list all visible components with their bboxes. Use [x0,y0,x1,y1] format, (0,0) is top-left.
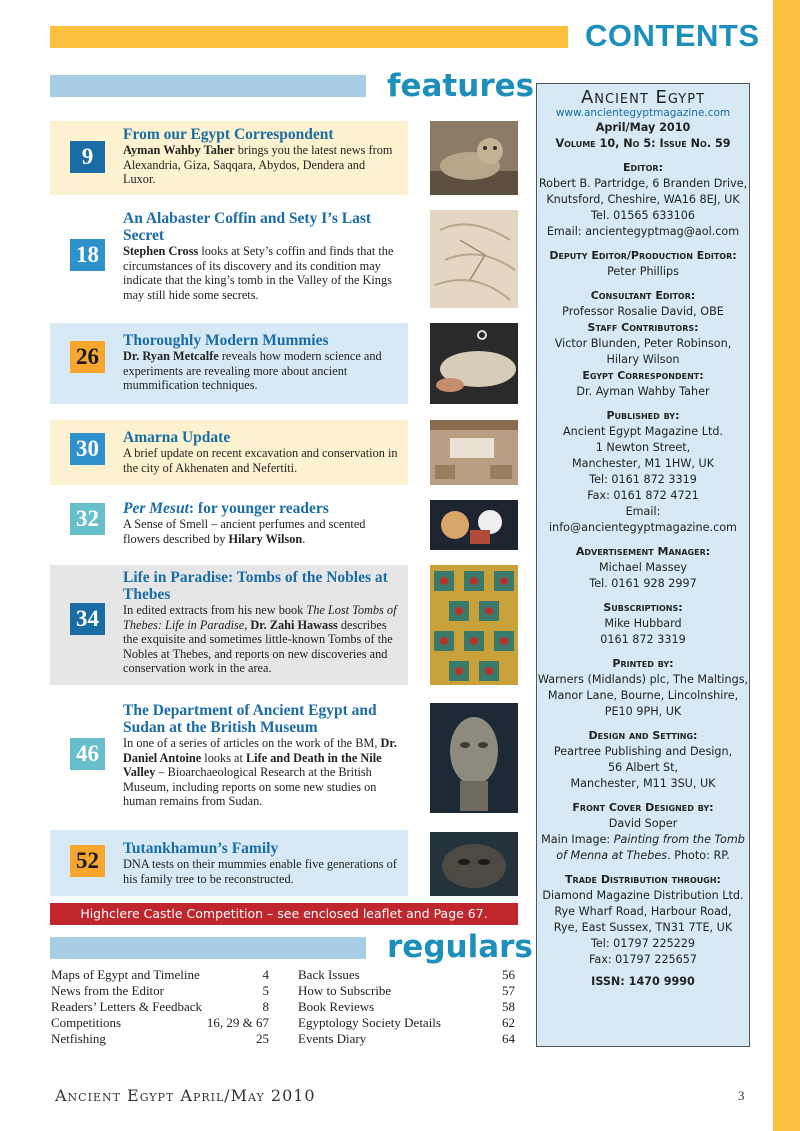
credit-heading: Staff Contributors: [587,321,699,334]
credit-heading: Egypt Correspondent: [582,369,704,382]
credit-heading: Published by: [606,409,680,422]
credit-line: Manchester, M11 3SU, UK [570,777,716,790]
credit-line: Hilary Wilson [606,353,680,366]
credit-line: Tel. 01565 633106 [591,209,695,222]
credit-line: Diamond Magazine Distribution Ltd. [542,889,744,902]
list-item[interactable]: Back Issues 56 [298,967,515,982]
feature-title[interactable]: The Department of Ancient Egypt and Sudan at the British Museum [123,702,377,736]
list-item[interactable]: Competitions 16, 29 & 67 [51,1015,269,1030]
feature-description: Ayman Wahby Taher brings you the latest news from Alexandria, Giza, Saqqara, Abydos, Dendera and Luxor. [123,143,393,186]
feature-item[interactable] [50,497,408,552]
alabaster-coffin-thumbnail[interactable] [430,210,518,308]
feature-page-number: 18 [70,239,105,271]
feature-item[interactable] [50,206,408,314]
credit-line[interactable]: Email: ancientegyptmag@aol.com [546,225,740,238]
masthead-sidebar [536,83,750,1047]
feature-title[interactable]: Life in Paradise: Tombs of the Nobles at Thebes [123,569,388,603]
credit-line: Warners (Midlands) plc, The Maltings, [537,673,749,686]
credit-heading: Editor: [623,161,663,174]
credit-line: Rye Wharf Road, Harbour Road, [554,905,732,918]
credit-line: 56 Albert St, [607,761,679,774]
competition-banner[interactable]: Highclere Castle Competition – see enclosed leaflet and Page 67. [50,903,518,925]
credit-heading: Printed by: [612,657,674,670]
tutankhamun-mummy-thumbnail[interactable] [430,832,518,896]
feature-title[interactable]: An Alabaster Coffin and Sety I’s Last Secret [123,210,372,244]
features-heading: features [387,68,535,104]
list-item[interactable]: How to Subscribe 57 [298,983,515,998]
credit-line: Professor Rosalie David, OBE [562,305,724,318]
sidebar-magazine-name: Ancient Egypt [580,87,706,108]
credit-heading: Design and Setting: [588,729,698,742]
feature-item[interactable] [50,830,408,896]
feature-description: DNA tests on their mummies enable five generations of his family tree to be reconstructed. [123,857,397,886]
list-item[interactable]: Book Reviews 58 [298,999,515,1014]
credit-line: Fax: 0161 872 4721 [587,489,699,502]
top-accent-bar [50,26,568,48]
regulars-heading: regulars [387,929,533,965]
credit-line: Email: [625,505,661,518]
list-item[interactable]: Maps of Egypt and Timeline 4 [51,967,269,982]
page-number: 3 [738,1088,745,1103]
credit-heading: Consultant Editor: [590,289,696,302]
list-item[interactable]: Netfishing 25 [51,1031,269,1046]
feature-page-number: 26 [70,341,105,373]
credit-line: Ancient Egypt Magazine Ltd. [562,425,723,438]
credit-heading: Deputy Editor/Production Editor: [549,249,737,262]
page-title: CONTENTS [585,18,760,53]
credit-line: Tel: 01797 225229 [590,937,696,950]
feature-page-number: 46 [70,738,105,770]
feature-description: In edited extracts from his new book The Lost Tombs of Thebes: Life in Paradise, Dr. Zahi Hawass describes the exquisite and sometimes little-known Tombs of the Nobles at Thebes, and reports on new discoveries and conservation work in the area. [123,603,397,675]
feature-title[interactable]: Tutankhamun’s Family [123,840,279,857]
right-accent-strip [773,0,800,1131]
credit-line: Tel: 0161 872 3319 [589,473,697,486]
feature-description: Dr. Ryan Metcalfe reveals how modern science and experiments are revealing more about ancient mummification techniques. [123,349,382,392]
issn: ISSN: 1470 9990 [591,975,695,988]
credit-heading: Subscriptions: [603,601,683,614]
website-link[interactable]: www.ancientegyptmagazine.com [555,107,731,119]
credit-line: 0161 872 3319 [600,633,686,646]
credit-line[interactable]: info@ancientegyptmagazine.com [549,521,737,534]
credit-line: Rye, East Sussex, TN31 7TE, UK [553,921,733,934]
amarna-excavation-thumbnail[interactable] [430,420,518,485]
credit-line: Fax: 01797 225657 [588,953,698,966]
list-item[interactable]: Egyptology Society Details 62 [298,1015,515,1030]
credit-line: Michael Massey [598,561,688,574]
feature-description: Stephen Cross looks at Sety’s coffin and finds that the circumstances of its discovery and its condition may indicate that the king’s tomb in the Valley of the Kings may still hide some secrets. [123,244,394,302]
feature-page-number: 34 [70,603,105,635]
feature-description: In one of a series of articles on the work of the BM, Dr. Daniel Antoine looks at Life and Death in the Nile Valley – Bioarchaeological Research at the British Museum, including reports on some new studies on human remains from Sudan. [123,736,397,808]
feature-item[interactable] [50,700,408,815]
regulars-heading-bar [50,937,366,959]
credit-line: Knutsford, Cheshire, WA16 8EJ, UK [546,193,740,206]
feature-title[interactable]: Thoroughly Modern Mummies [123,332,329,349]
issue-date: April/May 2010 [595,121,691,134]
mummified-head-thumbnail[interactable] [430,703,518,813]
feature-title[interactable]: Amarna Update [123,429,231,446]
credit-line: Tel. 0161 928 2997 [589,577,697,590]
credit-line: Dr. Ayman Wahby Taher [576,385,710,398]
feature-title[interactable]: Per Mesut: for younger readers [123,500,329,517]
credit-line: Robert B. Partridge, 6 Branden Drive, [538,177,748,190]
footer-publication: Ancient Egypt April/May 2010 [55,1086,316,1105]
list-item[interactable]: Events Diary 64 [298,1031,515,1046]
feature-item[interactable] [50,565,408,685]
feature-page-number: 30 [70,433,105,465]
credit-line: Peter Phillips [607,265,679,278]
feature-item[interactable] [50,323,408,404]
feature-description: A Sense of Smell – ancient perfumes and scented flowers described by Hilary Wilson. [123,517,366,546]
tomb-ceiling-thumbnail[interactable] [430,565,518,685]
credit-line: PE10 9PH, UK [604,705,682,718]
feature-page-number: 52 [70,845,105,877]
feature-description: A brief update on recent excavation and conservation in the city of Akhenaten and Nefertiti. [123,446,398,475]
credit-line: Peartree Publishing and Design, [553,745,733,758]
issue-volume: Volume 10, No 5: Issue No. 59 [555,137,731,150]
feature-item[interactable] [50,121,408,195]
credit-line: Manchester, M1 1HW, UK [571,457,715,470]
feature-page-number: 9 [70,141,105,173]
list-item[interactable]: Readers’ Letters & Feedback 8 [51,999,269,1014]
credit-line: 1 Newton Street, [595,441,691,454]
credit-heading: Front Cover Designed by: [572,801,714,814]
feature-page-number: 32 [70,503,105,535]
regulars-list-left [51,967,269,1047]
credit-heading: Advertisement Manager: [575,545,711,558]
features-heading-bar [50,75,366,97]
regulars-list-right [298,967,515,1047]
credit-line: Victor Blunden, Peter Robinson, [554,337,732,350]
mummy-experiment-thumbnail[interactable] [430,323,518,404]
cover-image-credit: Main Image: Painting from the Tomb of Menna at Thebes. Photo: RP. [541,833,745,862]
sphinx-lion-thumbnail[interactable] [430,121,518,195]
credit-line: David Soper [608,817,678,830]
perfume-scene-thumbnail[interactable] [430,500,518,550]
credit-line: Manor Lane, Bourne, Lincolnshire, [547,689,739,702]
credit-heading: Trade Distribution through: [565,873,721,886]
list-item[interactable]: News from the Editor 5 [51,983,269,998]
feature-title[interactable]: From our Egypt Correspondent [123,126,334,143]
feature-item[interactable] [50,420,408,485]
credit-line: Mike Hubbard [604,617,682,630]
